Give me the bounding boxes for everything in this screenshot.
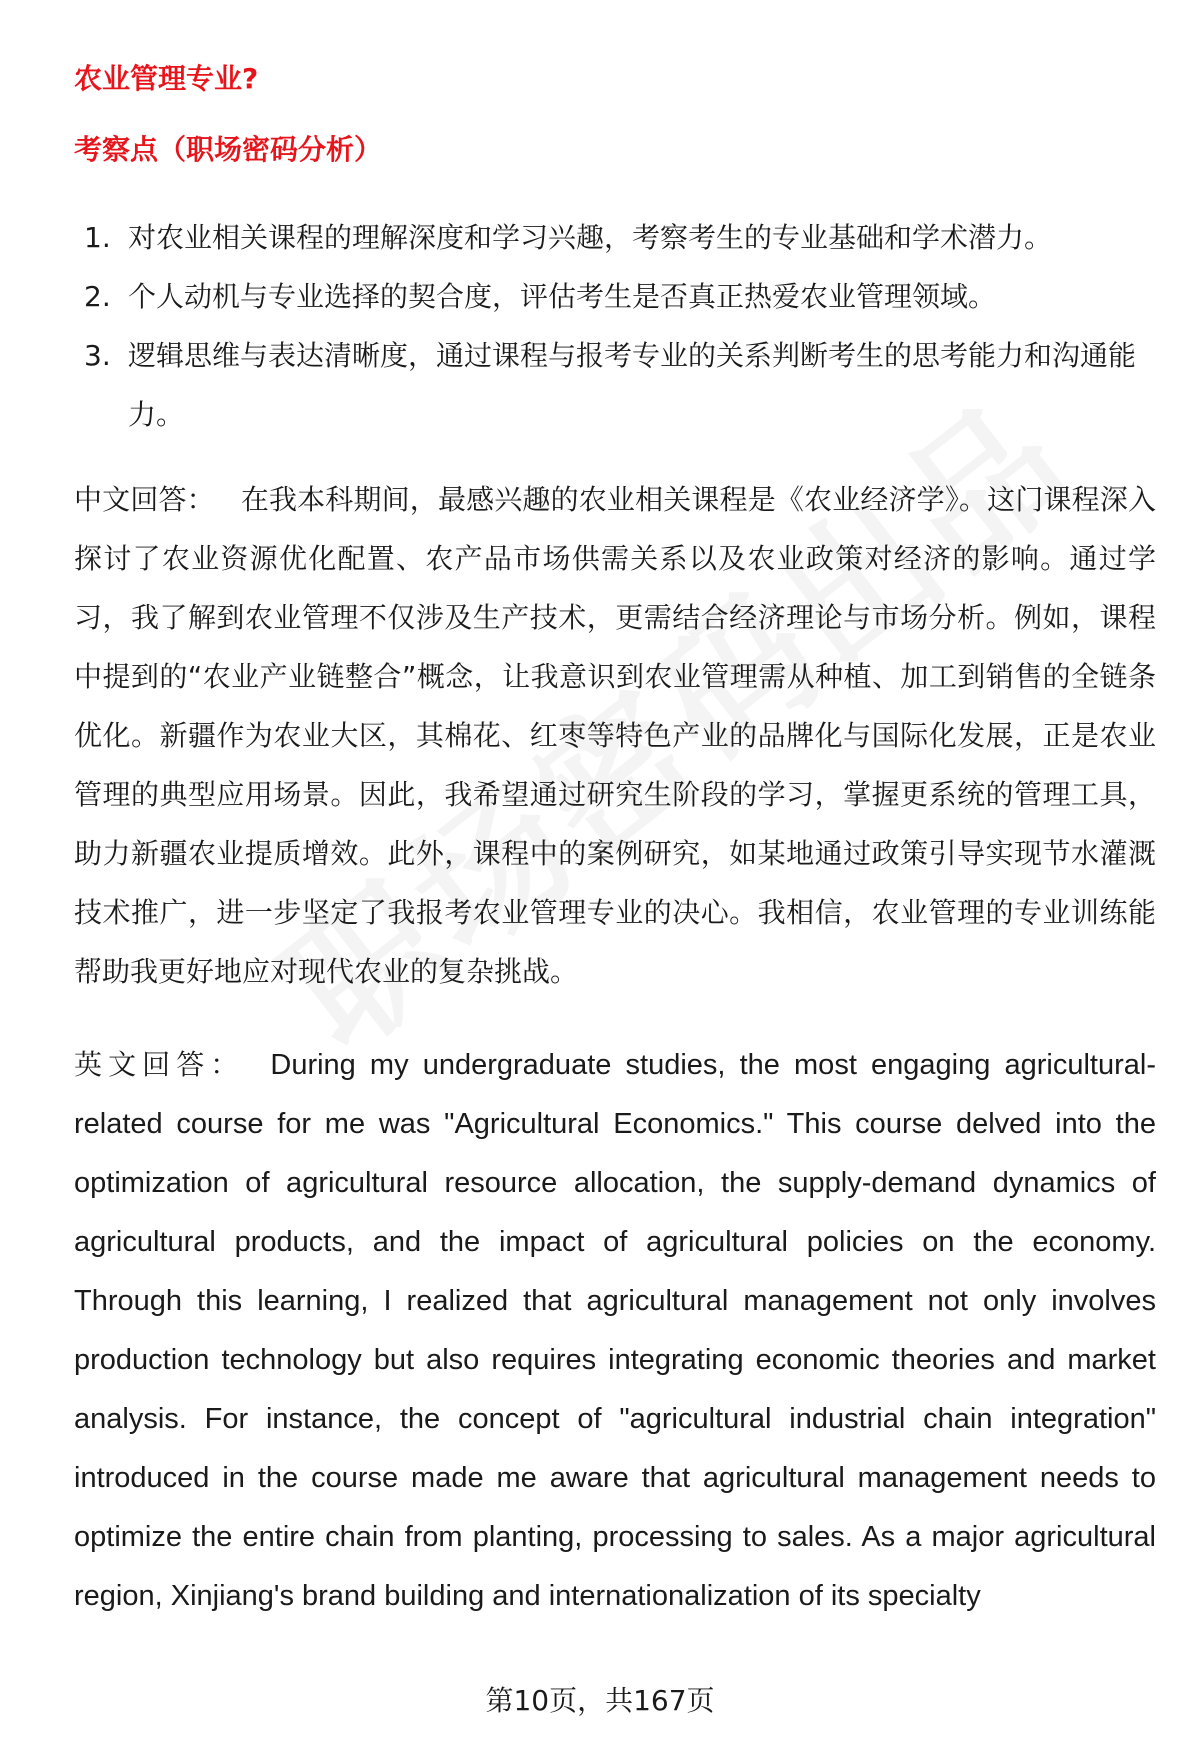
chinese-answer-text: 在我本科期间，最感兴趣的农业相关课程是《农业经济学》。这门课程深入探讨了农业资源优化配置、农产品市场供需关系以及农业政策对经济的影响。通过学习，我了解到农业管理不仅涉及生产技术，更需结合经济理论与市场分析。例如，课程中提到的“农业产业链整合”概念，让我意识到农业管理需从种植、加工到销售的全链条优化。新疆作为农业大区，其棉花、红枣等特色产业的品牌化与国际化发展，正是农业管理的典型应用场景。因此，我希望通过研究生阶段的学习，掌握更系统的管理工具，助力新疆农业提质增效。此外，课程中的案例研究，如某地通过政策引导实现节水灌溉技术推广，进一步坚定了我报考农业管理专业的决心。我相信，农业管理的专业训练能帮助我更好地应对现代农业的复杂挑战。 — [74, 483, 1156, 988]
list-number: 2. — [84, 280, 111, 313]
english-answer-text: During my undergraduate studies, the most engaging agricultural-related course for me was "Agricultural Economics." This course delved into the optimization of agricultural resource allocation, the supply-demand dynamics of agricultural products, and the impact of agricultural policies on the economy. Through this learning, I realized that agricultural management not only involves production technology but also requires integrating economic theories and market analysis. For instance, the concept of "agricultural industrial chain integration" introduced in the course made me aware that agricultural management needs to optimize the entire chain from planting, processing to sales. As a major agricultural region, Xinjiang's brand building and internationalization of its specialty — [74, 1049, 1156, 1612]
question-title: 农业管理专业? — [74, 62, 259, 95]
english-answer-label: 英文回答： — [74, 1048, 245, 1081]
page-number-footer: 第10页，共167页 — [485, 1684, 715, 1717]
list-item-text: 逻辑思维与表达清晰度，通过课程与报考专业的关系判断考生的思考能力和沟通能力。 — [128, 339, 1137, 431]
list-item-text: 对农业相关课程的理解深度和学习兴趣，考察考生的专业基础和学术潜力。 — [128, 221, 1053, 254]
section-heading: 考察点（职场密码分析） — [74, 133, 383, 166]
list-number: 1. — [84, 221, 111, 254]
list-item — [74, 326, 1154, 444]
list-item — [74, 208, 1154, 267]
chinese-answer-label: 中文回答： — [74, 483, 215, 516]
list-item-text: 个人动机与专业选择的契合度，评估考生是否真正热爱农业管理领域。 — [128, 280, 997, 313]
assessment-points-list — [74, 208, 1154, 444]
english-answer-paragraph — [74, 1035, 1156, 1626]
list-item — [74, 267, 1154, 326]
list-number: 3. — [84, 339, 111, 372]
chinese-answer-paragraph — [74, 470, 1156, 1001]
